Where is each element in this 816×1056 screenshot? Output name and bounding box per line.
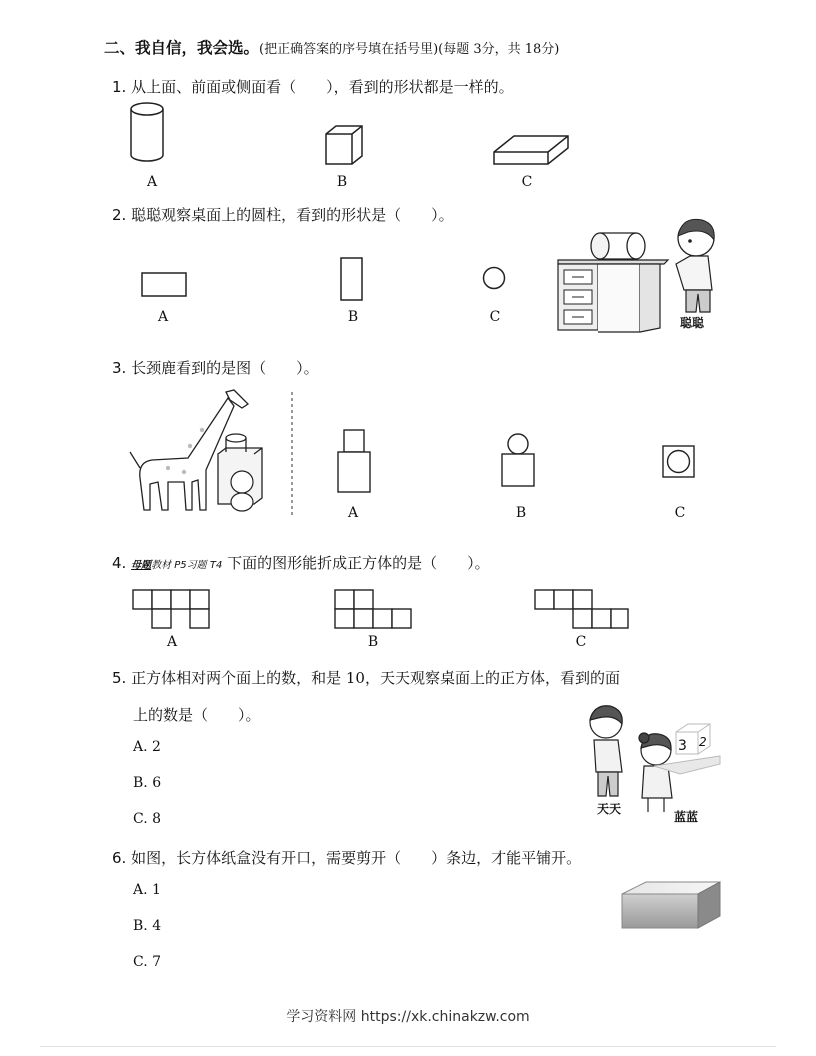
section-note: (把正确答案的序号填在括号里)(每题 3分，共 18分) [259, 42, 560, 57]
cube-net-a-icon [132, 589, 212, 629]
question-3 [112, 358, 319, 378]
question-5-line-1 [112, 668, 620, 688]
dashed-divider [290, 392, 294, 518]
q1-option-b: B [336, 174, 348, 190]
q5-choice-c: C. 8 [133, 811, 162, 827]
cube-net-c-icon [534, 589, 630, 629]
section-title: 二、我自信，我会选。 [104, 39, 260, 57]
q1-option-a: A [146, 174, 158, 190]
question-number: 2. [112, 206, 127, 224]
q6-choice-a: A. 1 [133, 882, 161, 898]
question-text: 如图，长方体纸盒没有开口，需要剪开（ ）条边，才能平铺开。 [131, 849, 582, 867]
question-number: 5. [112, 669, 127, 687]
cylinder-on-desk-icon [591, 233, 645, 259]
question-4 [112, 553, 490, 576]
question-1 [112, 77, 514, 97]
q5-choice-a: A. 2 [133, 739, 161, 755]
girl-lanlan-icon [639, 733, 672, 812]
desk-icon [558, 260, 668, 332]
question-text: 下面的图形能折成正方体的是（ ）。 [227, 554, 490, 572]
footer-watermark: 学习资料网 https://xk.chinakzw.com [286, 1009, 530, 1025]
giraffe-scene-illustration [128, 386, 270, 518]
q3-option-a: A [347, 505, 359, 521]
cube-digit-front: 3 [678, 738, 687, 754]
rectangle-vertical-icon [340, 257, 364, 303]
question-number: 1. [112, 78, 127, 96]
question-text: 长颈鹿看到的是图（ ）。 [131, 359, 319, 377]
question-2 [112, 205, 454, 225]
circle-in-square-top-view-icon [662, 445, 696, 479]
boy-congcong-icon [676, 219, 714, 312]
boy-tiantian-icon [590, 706, 622, 796]
cube-icon [322, 124, 364, 168]
closed-cuboid-box-icon [620, 880, 724, 930]
page-bottom-divider [40, 1046, 776, 1047]
q3-option-b: B [515, 505, 527, 521]
question-number: 3. [112, 359, 127, 377]
q4-option-c: C [575, 634, 587, 650]
stacked-rectangles-front-view-icon [336, 428, 372, 494]
rectangle-horizontal-icon [141, 272, 187, 298]
question-text: 聪聪观察桌面上的圆柱，看到的形状是（ ）。 [131, 206, 454, 224]
q5-choice-b: B. 6 [133, 775, 162, 791]
circle-on-square-view-icon [500, 432, 538, 490]
q6-choice-b: B. 4 [133, 918, 162, 934]
cube-digit-side: 2 [699, 735, 707, 749]
congcong-caption: 聪聪 [680, 316, 705, 330]
question-6 [112, 848, 581, 868]
question-number: 6. [112, 849, 127, 867]
q4-option-b: B [367, 634, 379, 650]
q2-option-b: B [347, 309, 359, 325]
q2-option-c: C [489, 309, 501, 325]
q1-option-c: C [521, 174, 533, 190]
q4-option-a: A [166, 634, 178, 650]
q3-option-c: C [674, 505, 686, 521]
q6-choice-c: C. 7 [133, 954, 162, 970]
mother-question-tag: 母题 [131, 560, 152, 571]
tiantian-caption: 天天 [597, 802, 622, 816]
q2-option-a: A [157, 309, 169, 325]
question-text-line-1: 正方体相对两个面上的数，和是 10，天天观察桌面上的正方体，看到的面 [131, 669, 620, 687]
circle-icon [482, 266, 508, 292]
cylinder-icon [128, 100, 168, 166]
question-text-line-2: 上的数是（ ）。 [133, 706, 261, 724]
flat-cuboid-icon [490, 132, 572, 166]
lanlan-caption: 蓝蓝 [674, 810, 699, 824]
question-number: 4. [112, 554, 127, 572]
cube-net-b-icon [334, 589, 414, 629]
section-header [104, 38, 559, 60]
textbook-reference-tag: 教材 P5习题 T4 [151, 560, 223, 571]
children-observing-cube-illustration [584, 704, 724, 812]
question-text: 从上面、前面或侧面看（ ），看到的形状都是一样的。 [131, 78, 514, 96]
